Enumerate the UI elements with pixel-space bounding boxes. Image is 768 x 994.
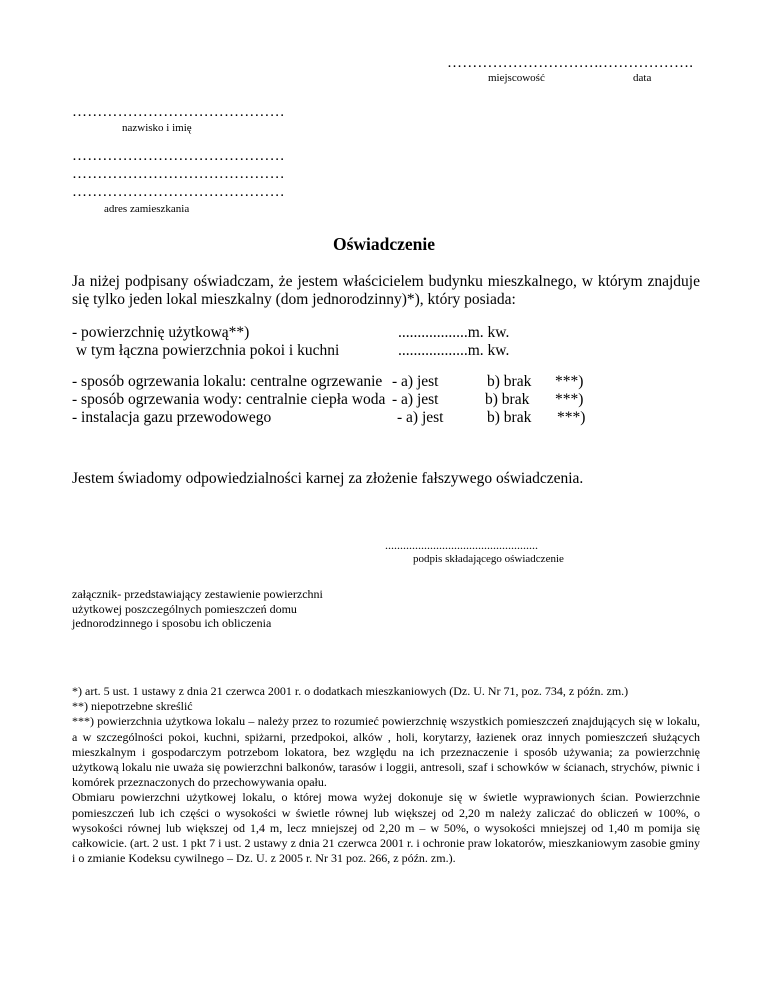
address-label: adres zamieszkania <box>104 203 190 215</box>
utility-water-label: - sposób ogrzewania wody: centralnie ciepła woda <box>72 391 386 408</box>
name-label: nazwisko i imię <box>122 122 192 134</box>
utility-heating-note: ***) <box>555 373 584 390</box>
attachment-note: załącznik- przedstawiający zestawienie powierzchni użytkowej poszczególnych pomieszczeń domu jednorodzinnego i sposobu ich obliczenia <box>72 587 323 630</box>
document-title: Oświadczenie <box>332 234 436 254</box>
footnote-1: *) art. 5 ust. 1 ustawy z dnia 21 czerwca 2001 r. o dodatkach mieszkaniowych (Dz. U. Nr 71, poz. 734, z późn. zm.) <box>72 684 629 698</box>
awareness-statement: Jestem świadomy odpowiedzialności karnej za złożenie fałszywego oświadczenia. <box>72 470 584 487</box>
utility-water-note: ***) <box>555 391 584 408</box>
utility-gas-note: ***) <box>557 409 586 426</box>
utility-heating-label: - sposób ogrzewania lokalu: centralne ogrzewanie <box>72 373 383 390</box>
footnote-3: ***) powierzchnia użytkowa lokalu – należy przez to rozumieć powierzchnię wszystkich pomieszczeń znajdujących się w lokalu, a w szczególności pokoi, kuchni, spiżarni, przedpokoi, alków , holi, korytarzy, łazienek oraz innych pomieszczeń służących mieszkalnym i gospodarczym potrzebom lokatora, bez względu na ich przeznaczenie i sposób używania; za powierzchnię użytkową lokalu nie uważa się powierzchni balkonów, tarasów i loggii, antresoli, szaf i schowków w ścianach, strychów, piwnic i komórek przeznaczonych do przechowywania opału. <box>72 714 700 790</box>
address-dots-2: …………………………………… <box>72 166 285 182</box>
address-dots-1: …………………………………… <box>72 148 285 164</box>
address-dots-3: …………………………………… <box>72 184 285 200</box>
place-dots: ………………………… <box>447 55 599 71</box>
footnotes <box>72 684 700 866</box>
utility-gas-option-a: - a) jest <box>397 409 444 426</box>
name-dots: …………………………………… <box>72 104 285 120</box>
signature-label: podpis składającego oświadczenie <box>413 553 564 565</box>
area-label-usable: - powierzchnię użytkową**) <box>72 324 250 341</box>
utility-heating-option-a: - a) jest <box>392 373 439 390</box>
footnote-2: **) niepotrzebne skreślić <box>72 699 193 714</box>
utility-gas-label: - instalacja gazu przewodowego <box>72 409 272 426</box>
utility-gas-option-b: b) brak <box>487 409 532 426</box>
area-value-rooms: ..................m. kw. <box>398 342 510 359</box>
area-label-rooms: w tym łączna powierzchnia pokoi i kuchni <box>72 342 340 359</box>
place-label: miejscowość <box>488 72 545 84</box>
footnote-4: Obmiaru powierzchni użytkowej lokalu, o której mowa wyżej dokonuje się w świetle wyprawionych ścian. Powierzchnie pomieszczeń lub ich części o wysokości w świetle równej lub większej od 2,20 m należy zaliczać do obliczeń w 100%, o wysokości równej lub większej od 1,4 m, lecz mniejszej od 2,20 m – w 50%, o wysokości mniejszej od 1,40 m pomija się całkowicie. (art. 2 ust. 1 pkt 7 i ust. 2 ustawy z dnia 21 czerwca 2001 r. i ochronie praw lokatorów, mieszkaniowym zasobie gminy i o zmianie Kodeksu cywilnego – Dz. U. z 2005 r. Nr 31 poz. 266, z późn. zm.). <box>72 790 700 866</box>
date-label: data <box>633 72 652 84</box>
intro-paragraph: Ja niżej podpisany oświadczam, że jestem właścicielem budynku mieszkalnego, w którym znajduje się tylko jeden lokal mieszkalny (dom jednorodzinny)*), który posiada: <box>72 273 700 308</box>
utility-heating-option-b: b) brak <box>487 373 532 390</box>
utility-water-option-b: b) brak <box>485 391 530 408</box>
area-value-usable: ..................m. kw. <box>398 324 510 341</box>
date-dots: ………………. <box>598 55 694 71</box>
utility-water-option-a: - a) jest <box>392 391 439 408</box>
signature-dots: ................................................... <box>385 538 538 552</box>
